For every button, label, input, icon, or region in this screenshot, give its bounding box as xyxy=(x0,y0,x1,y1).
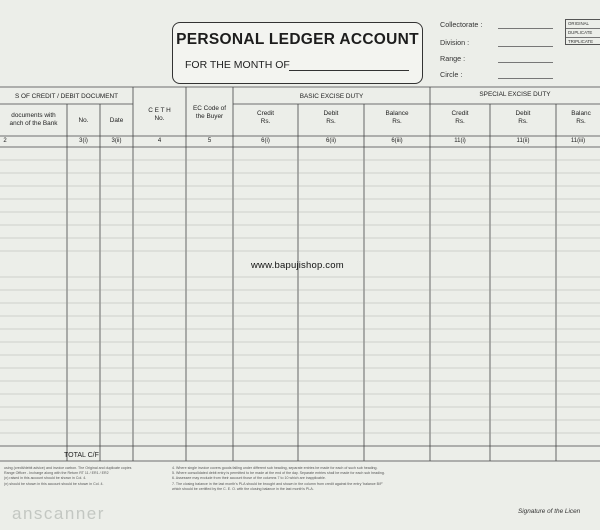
header-ec-code-line1: EC Code of xyxy=(192,105,227,112)
header-ec-code-line2: the Buyer xyxy=(195,113,224,120)
header-special-balance-line2: Rs. xyxy=(576,118,586,125)
month-label: FOR THE MONTH OF xyxy=(185,59,290,71)
collectorate-label: Collectorate : xyxy=(440,20,483,29)
colnum-11i: 11(i) xyxy=(454,138,466,144)
signature-label: Signature of the Licen xyxy=(518,508,581,515)
colnum-3ii: 3(ii) xyxy=(111,138,122,144)
colnum-2: 2 xyxy=(3,138,7,144)
header-special-debit xyxy=(490,110,556,126)
header-special-balance-line1: Balanc xyxy=(571,110,591,117)
note-left-1: using (credit/debit advice) and invoice carbon. The Original and duplicate copies xyxy=(4,466,132,470)
copy-duplicate: DUPLICATE xyxy=(566,29,600,38)
note-right-5: 5. Where consolidated debit entry is permitted to be made at the end of the day. Separate entries shall be made for each sub heading. xyxy=(172,471,385,476)
division-label: Division : xyxy=(440,38,470,47)
note-left-2: Range Officer - Incharge along with the Return RT 11 / ER1 / ER2 xyxy=(4,471,109,476)
header-ceth-line2: No. xyxy=(154,115,165,122)
note-left-5: (n) should be shown in this account should be shown in Col. 4. xyxy=(4,481,104,486)
colnum-5: 5 xyxy=(207,138,212,144)
colnum-6i: 6(i) xyxy=(261,138,270,144)
header-basic-balance-line2: Rs. xyxy=(392,118,402,125)
range-label: Range : xyxy=(440,54,466,63)
note-right-7b: which should be certified by the C. E. O. with the closing balance in the last month's PLA. xyxy=(172,486,314,491)
header-special-credit-line2: Rs. xyxy=(455,118,465,125)
header-special-debit-line2: Rs. xyxy=(518,118,528,125)
note-right-4: 4. Where single invoice covers goods falling under different sub heading, separate entries be made for each of such sub heading. xyxy=(172,466,378,470)
note-right-7: 7. The closing balance in the last month's PLA should be brought and shown in the column from credit against the entry 'balance B/F' xyxy=(172,481,383,486)
colnum-4: 4 xyxy=(157,138,162,144)
website-url: www.bapujishop.com xyxy=(251,260,344,271)
colnum-3i: 3(i) xyxy=(79,138,88,144)
header-ceth-line1: C E T H xyxy=(148,107,171,114)
total-cf-label: TOTAL C/F xyxy=(64,452,99,459)
notes-right xyxy=(172,466,502,492)
note-right-6: 6. Assessee may exclude from their account those of the columns 7 to 10 which are inapplicable. xyxy=(172,476,326,481)
header-basic-debit xyxy=(298,110,364,126)
circle-label: Circle : xyxy=(440,70,463,79)
header-basic-debit-line1: Debit xyxy=(323,110,339,117)
colnum-11ii: 11(ii) xyxy=(516,138,530,144)
form-title: PERSONAL LEDGER ACCOUNT xyxy=(176,31,419,48)
colnum-11iii: 11(iii) xyxy=(570,138,586,144)
header-documents-with-line1: documents with xyxy=(11,112,56,119)
scanner-watermark: anscanner xyxy=(12,504,105,523)
header-documents-with-line2: anch of the Bank xyxy=(9,120,58,127)
notes-left xyxy=(4,466,169,487)
header-basic-credit-line1: Credit xyxy=(256,110,275,117)
header-special-credit-line1: Credit xyxy=(451,110,469,117)
header-ec-code xyxy=(186,105,233,121)
copy-original: ORIGINAL xyxy=(566,20,600,29)
header-special-debit-line1: Debit xyxy=(515,110,531,117)
header-no: No. xyxy=(78,117,89,124)
header-ceth xyxy=(133,107,186,123)
header-special-balance xyxy=(556,110,600,126)
colnum-6iii: 6(iii) xyxy=(391,138,403,144)
note-left-4: (n) raised in this account should be shown in Col. 4. xyxy=(4,476,87,481)
header-basic-credit-line2: Rs. xyxy=(260,118,271,125)
header-documents-with xyxy=(0,112,67,128)
copy-triplicate: TRIPLICATE xyxy=(568,38,594,44)
header-basic-debit-line2: Rs. xyxy=(326,118,336,125)
header-document-group: S OF CREDIT / DEBIT DOCUMENT xyxy=(14,93,119,100)
header-basic-credit xyxy=(233,110,298,126)
header-basic-balance-line1: Balance xyxy=(385,110,409,117)
colnum-6ii: 6(ii) xyxy=(326,138,336,144)
header-special-excise-duty: SPECIAL EXCISE DUTY xyxy=(479,91,551,98)
header-basic-excise-duty: BASIC EXCISE DUTY xyxy=(299,93,364,100)
header-special-credit xyxy=(430,110,490,126)
header-date: Date xyxy=(109,117,124,124)
header-basic-balance xyxy=(364,110,430,126)
